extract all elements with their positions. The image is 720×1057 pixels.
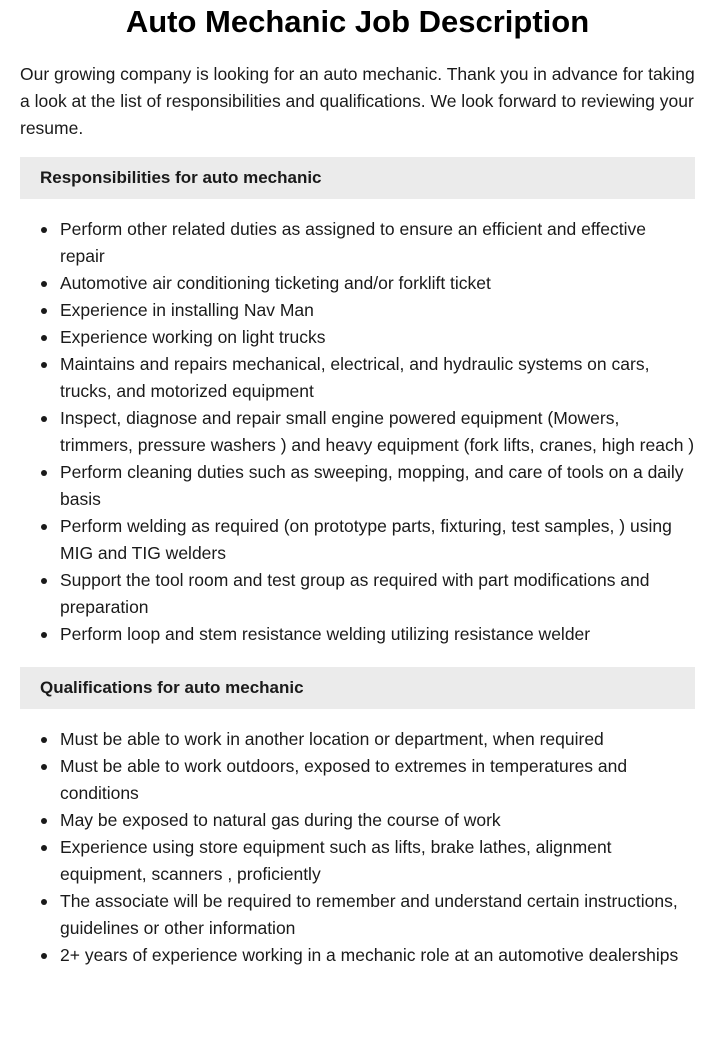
- list-item: [20, 807, 695, 834]
- bullet-icon: [41, 845, 47, 851]
- list-item-text: Must be able to work in another location or department, when required: [60, 729, 604, 749]
- bullet-icon: [41, 281, 47, 287]
- list-item-text: 2+ years of experience working in a mechanic role at an automotive dealerships: [60, 945, 679, 965]
- list-item: [20, 297, 695, 324]
- list-item-text: May be exposed to natural gas during the course of work: [60, 810, 501, 830]
- responsibilities-heading: Responsibilities for auto mechanic: [20, 157, 695, 199]
- list-item: [20, 351, 695, 405]
- list-item-text: Perform other related duties as assigned to ensure an efficient and effective repair: [60, 219, 646, 266]
- bullet-icon: [41, 764, 47, 770]
- list-item: [20, 405, 695, 459]
- list-item: [20, 459, 695, 513]
- list-item-text: Experience working on light trucks: [60, 327, 326, 347]
- responsibilities-list: [20, 216, 695, 648]
- list-item: [20, 621, 695, 648]
- bullet-icon: [41, 632, 47, 638]
- list-item: [20, 270, 695, 297]
- list-item-text: Must be able to work outdoors, exposed to extremes in temperatures and conditions: [60, 756, 628, 803]
- bullet-icon: [41, 578, 47, 584]
- list-item: [20, 753, 695, 807]
- intro-paragraph: Our growing company is looking for an auto mechanic. Thank you in advance for taking a look at the list of responsibilities and qualifications. We look forward to reviewing your resume.: [20, 64, 695, 138]
- list-item: [20, 216, 695, 270]
- bullet-icon: [41, 899, 47, 905]
- list-item-text: Maintains and repairs mechanical, electrical, and hydraulic systems on cars, trucks, and motorized equipment: [60, 354, 650, 401]
- list-item: [20, 726, 695, 753]
- bullet-icon: [41, 818, 47, 824]
- list-item-text: Perform welding as required (on prototype parts, fixturing, test samples, ) using MIG and TIG welders: [60, 516, 672, 563]
- list-item-text: The associate will be required to remember and understand certain instructions, guidelines or other information: [60, 891, 678, 938]
- list-item-text: Experience using store equipment such as lifts, brake lathes, alignment equipment, scanners , proficiently: [60, 837, 612, 884]
- list-item-text: Perform cleaning duties such as sweeping, mopping, and care of tools on a daily basis: [60, 462, 684, 509]
- list-item: [20, 942, 695, 969]
- list-item: [20, 324, 695, 351]
- list-item: [20, 888, 695, 942]
- page-title: Auto Mechanic Job Description: [125, 4, 590, 39]
- list-item: [20, 567, 695, 621]
- list-item-text: Automotive air conditioning ticketing and/or forklift ticket: [60, 273, 491, 293]
- list-item-text: Inspect, diagnose and repair small engine powered equipment (Mowers, trimmers, pressure washers ) and heavy equipment (fork lifts, cranes, high reach ): [60, 408, 695, 455]
- qualifications-list: [20, 726, 695, 969]
- qualifications-heading: Qualifications for auto mechanic: [20, 667, 695, 709]
- list-item-text: Perform loop and stem resistance welding utilizing resistance welder: [60, 624, 591, 644]
- list-item-text: Experience in installing Nav Man: [60, 300, 314, 320]
- bullet-icon: [41, 470, 47, 476]
- list-item-text: Support the tool room and test group as required with part modifications and preparation: [60, 570, 650, 617]
- list-item: [20, 513, 695, 567]
- bullet-icon: [41, 335, 47, 341]
- bullet-icon: [41, 524, 47, 530]
- bullet-icon: [41, 227, 47, 233]
- bullet-icon: [41, 953, 47, 959]
- bullet-icon: [41, 416, 47, 422]
- bullet-icon: [41, 308, 47, 314]
- bullet-icon: [41, 737, 47, 743]
- list-item: [20, 834, 695, 888]
- bullet-icon: [41, 362, 47, 368]
